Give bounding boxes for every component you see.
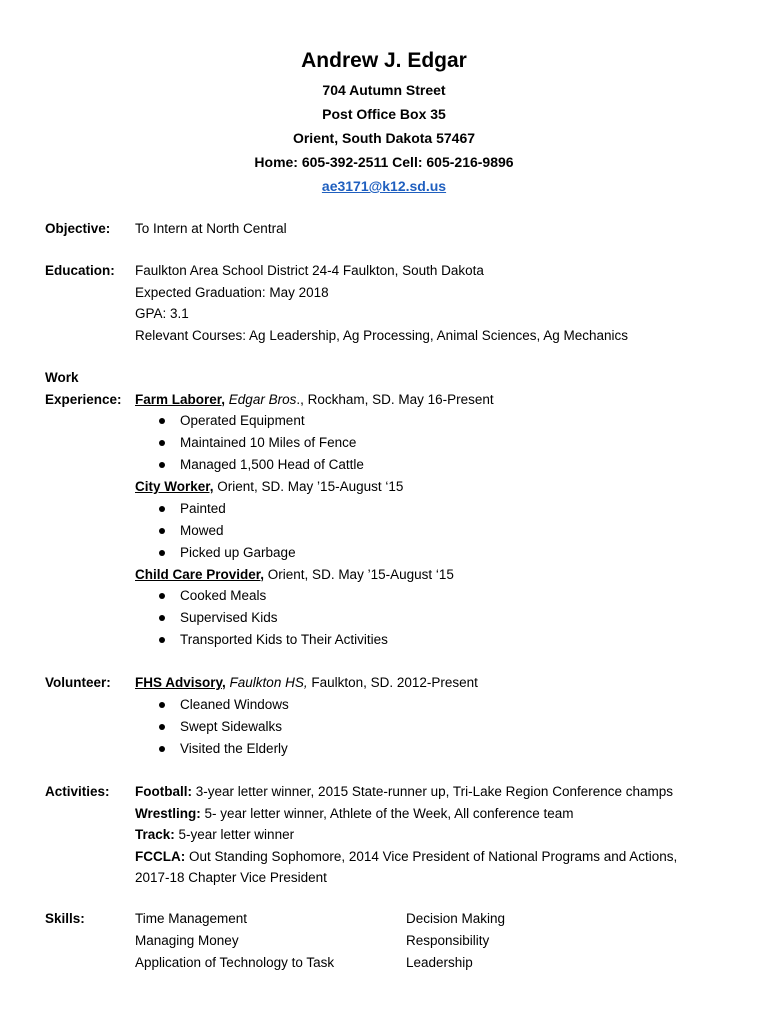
list-item: Visited the Elderly [135, 738, 745, 760]
job-employer: Edgar Bros [228, 391, 297, 407]
bullet-icon [159, 724, 165, 730]
activity-item: Track: 5-year letter winner [135, 827, 295, 842]
job-details: Orient, SD. May ’15-August ‘15 [213, 479, 404, 494]
volunteer-details: Faulkton, SD. 2012-Present [307, 675, 478, 690]
list-item: Swept Sidewalks [135, 716, 745, 738]
objective-text: To Intern at North Central [135, 221, 287, 236]
education-graduation: Expected Graduation: May 2018 [135, 284, 329, 300]
bullet-icon [159, 615, 165, 621]
list-item: Mowed [135, 520, 745, 542]
skill-item: Time Management [135, 911, 248, 926]
activity-continuation: 2017-18 Chapter Vice President [135, 870, 327, 885]
email-link[interactable]: ae3171@k12.sd.us [321, 178, 447, 194]
skill-item: Leadership [406, 955, 473, 970]
job-duties-list [135, 410, 745, 476]
volunteer-duties-list [135, 694, 745, 760]
skill-item: Responsibility [406, 933, 490, 948]
skill-item: Application of Technology to Task [135, 955, 335, 970]
city-state-zip: Orient, South Dakota 57467 [292, 130, 476, 146]
education-gpa: GPA: 3.1 [135, 306, 189, 321]
bullet-icon [159, 746, 165, 752]
job-duties-list [135, 498, 745, 564]
skill-item: Decision Making [406, 911, 506, 926]
list-item: Transported Kids to Their Activities [135, 629, 745, 651]
skills-label: Skills: [45, 911, 85, 926]
volunteer-label: Volunteer: [45, 675, 111, 690]
bullet-icon [159, 702, 165, 708]
job-heading [135, 389, 745, 411]
activity-item: Wrestling: 5- year letter winner, Athlete of the Week, All conference team [135, 805, 574, 821]
bullet-icon [159, 593, 165, 599]
list-item: Managed 1,500 Head of Cattle [135, 454, 745, 476]
resume-header [0, 48, 768, 198]
phone-numbers: Home: 605-392-2511 Cell: 605-216-9896 [254, 154, 514, 170]
bullet-icon [159, 550, 165, 556]
activity-item: FCCLA: Out Standing Sophomore, 2014 Vice President of National Programs and Actions, [135, 848, 678, 864]
education-label: Education: [45, 263, 115, 278]
job-details: Orient, SD. May ’15-August ‘15 [264, 566, 454, 582]
job-heading [135, 476, 745, 498]
activities-label: Activities: [45, 784, 110, 799]
list-item: Picked up Garbage [135, 542, 745, 564]
volunteer-title: FHS Advisory, [135, 675, 226, 690]
list-item: Cooked Meals [135, 585, 745, 607]
bullet-icon [159, 440, 165, 446]
list-item: Supervised Kids [135, 607, 745, 629]
education-courses: Relevant Courses: Ag Leadership, Ag Processing, Animal Sciences, Ag Mechanics [135, 327, 629, 343]
objective-label: Objective: [45, 221, 111, 236]
education-school: Faulkton Area School District 24-4 Faulkton, South Dakota [135, 263, 484, 278]
bullet-icon [159, 418, 165, 424]
work-label [45, 367, 135, 410]
job-duties-list [135, 585, 745, 651]
street-address: 704 Autumn Street [322, 82, 446, 98]
work-label-line1: Work [45, 370, 79, 385]
list-item: Painted [135, 498, 745, 520]
activity-item: Football: 3-year letter winner, 2015 State-runner up, Tri-Lake Region Conference champs [135, 784, 674, 799]
skills-left-column [135, 908, 334, 974]
bullet-icon [159, 528, 165, 534]
skill-item: Managing Money [135, 933, 239, 948]
job-details: ., Rockham, SD. May 16-Present [296, 391, 494, 407]
job-title: City Worker, [135, 479, 214, 494]
volunteer-org: Faulkton HS, [229, 675, 308, 690]
bullet-icon [159, 506, 165, 512]
list-item: Operated Equipment [135, 410, 745, 432]
list-item: Cleaned Windows [135, 694, 745, 716]
job-title: Farm Laborer, [135, 391, 226, 407]
list-item: Maintained 10 Miles of Fence [135, 432, 745, 454]
work-label-line2: Experience: [45, 391, 122, 407]
job-title: Child Care Provider, [135, 566, 265, 582]
po-box: Post Office Box 35 [322, 106, 446, 122]
bullet-icon [159, 462, 165, 468]
bullet-icon [159, 637, 165, 643]
skills-right-column [406, 908, 505, 974]
job-heading [135, 564, 745, 586]
volunteer-heading [135, 672, 745, 694]
applicant-name: Andrew J. Edgar [301, 49, 467, 72]
